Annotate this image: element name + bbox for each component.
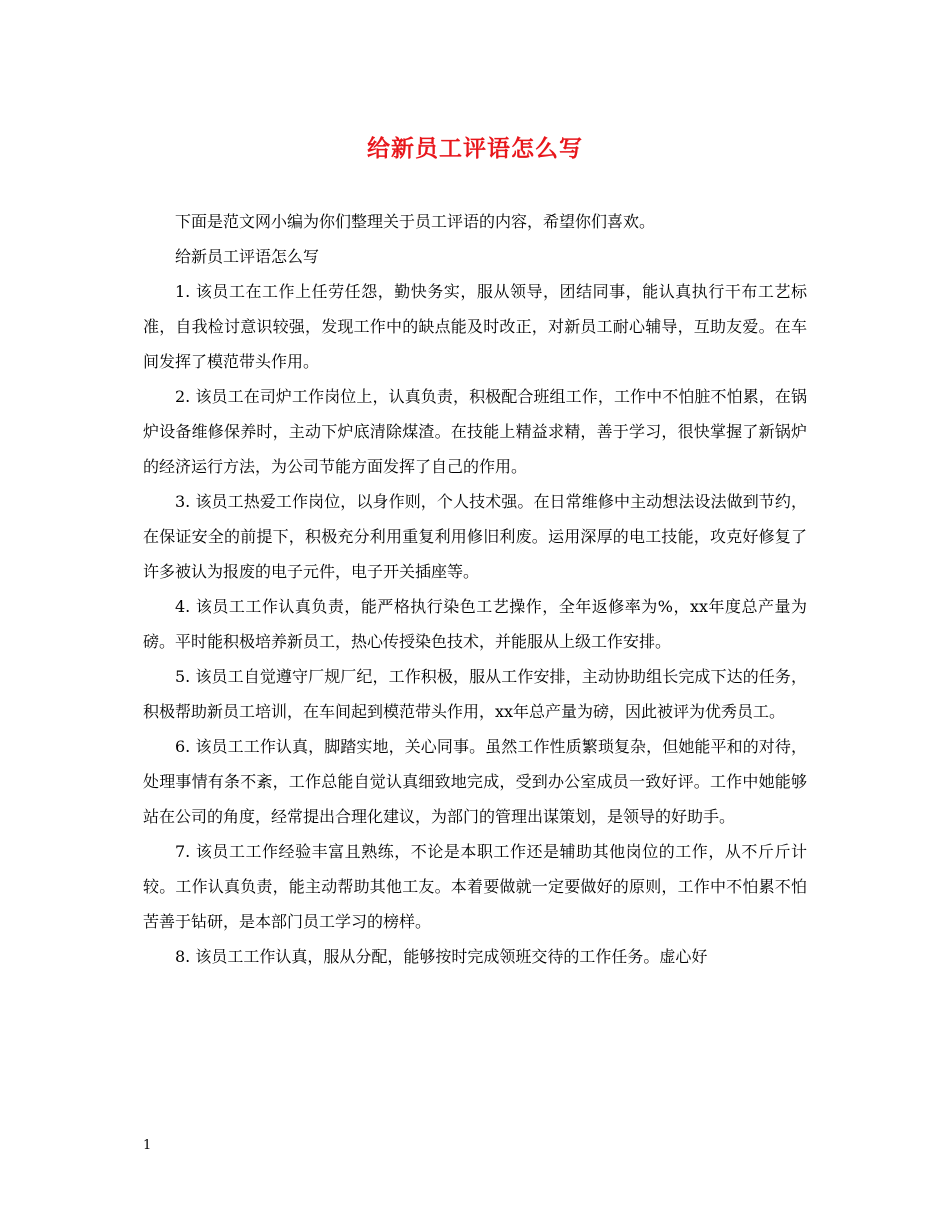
document-title: 给新员工评语怎么写: [367, 135, 583, 162]
page-number: 1: [143, 1138, 152, 1153]
comment-paragraph-8: 8. 该员工工作认真，服从分配，能够按时完成领班交待的工作任务。虚心好: [175, 947, 708, 966]
comment-paragraph-4: 4. 该员工工作认真负责，能严格执行染色工艺操作，全年返修率为%，xx年度总产量为磅。平时能积极培养新员工，热心传授染色技术，并能服从上级工作安排。: [143, 597, 807, 651]
comment-paragraph-7: 7. 该员工工作经验丰富且熟练，不论是本职工作还是辅助其他岗位的工作，从不斤斤计较。工作认真负责，能主动帮助其他工友。本着要做就一定要做好的原则，工作中不怕累不怕苦善于钻研，是本部门员工学习的榜样。: [143, 842, 807, 931]
comment-paragraph-3: 3. 该员工热爱工作岗位，以身作则，个人技术强。在日常维修中主动想法设法做到节约，在保证安全的前提下，积极充分利用重复利用修旧利废。运用深厚的电工技能，攻克好修复了许多被认为报废的电子元件，电子开关插座等。: [143, 492, 807, 581]
comment-paragraph-2: 2. 该员工在司炉工作岗位上，认真负责，积极配合班组工作，工作中不怕脏不怕累，在锅炉设备维修保养时，主动下炉底清除煤渣。在技能上精益求精，善于学习，很快掌握了新锅炉的经济运行方法，为公司节能方面发挥了自己的作用。: [143, 387, 807, 476]
intro-paragraph: 下面是范文网小编为你们整理关于员工评语的内容，希望你们喜欢。: [175, 212, 656, 231]
document-body: [143, 204, 807, 974]
comment-paragraph-5: 5. 该员工自觉遵守厂规厂纪，工作积极，服从工作安排，主动协助组长完成下达的任务，积极帮助新员工培训，在车间起到模范带头作用，xx年总产量为磅，因此被评为优秀员工。: [143, 667, 807, 721]
comment-paragraph-6: 6. 该员工工作认真，脚踏实地，关心同事。虽然工作性质繁琐复杂，但她能平和的对待，处理事情有条不紊，工作总能自觉认真细致地完成，受到办公室成员一致好评。工作中她能够站在公司的角度，经常提出合理化建议，为部门的管理出谋策划，是领导的好助手。: [143, 737, 807, 826]
subheading-paragraph: 给新员工评语怎么写: [175, 247, 320, 266]
comment-paragraph-1: 1. 该员工在工作上任劳任怨，勤快务实，服从领导，团结同事，能认真执行干布工艺标准，自我检讨意识较强，发现工作中的缺点能及时改正，对新员工耐心辅导，互助友爱。在车间发挥了模范带头作用。: [143, 282, 807, 371]
